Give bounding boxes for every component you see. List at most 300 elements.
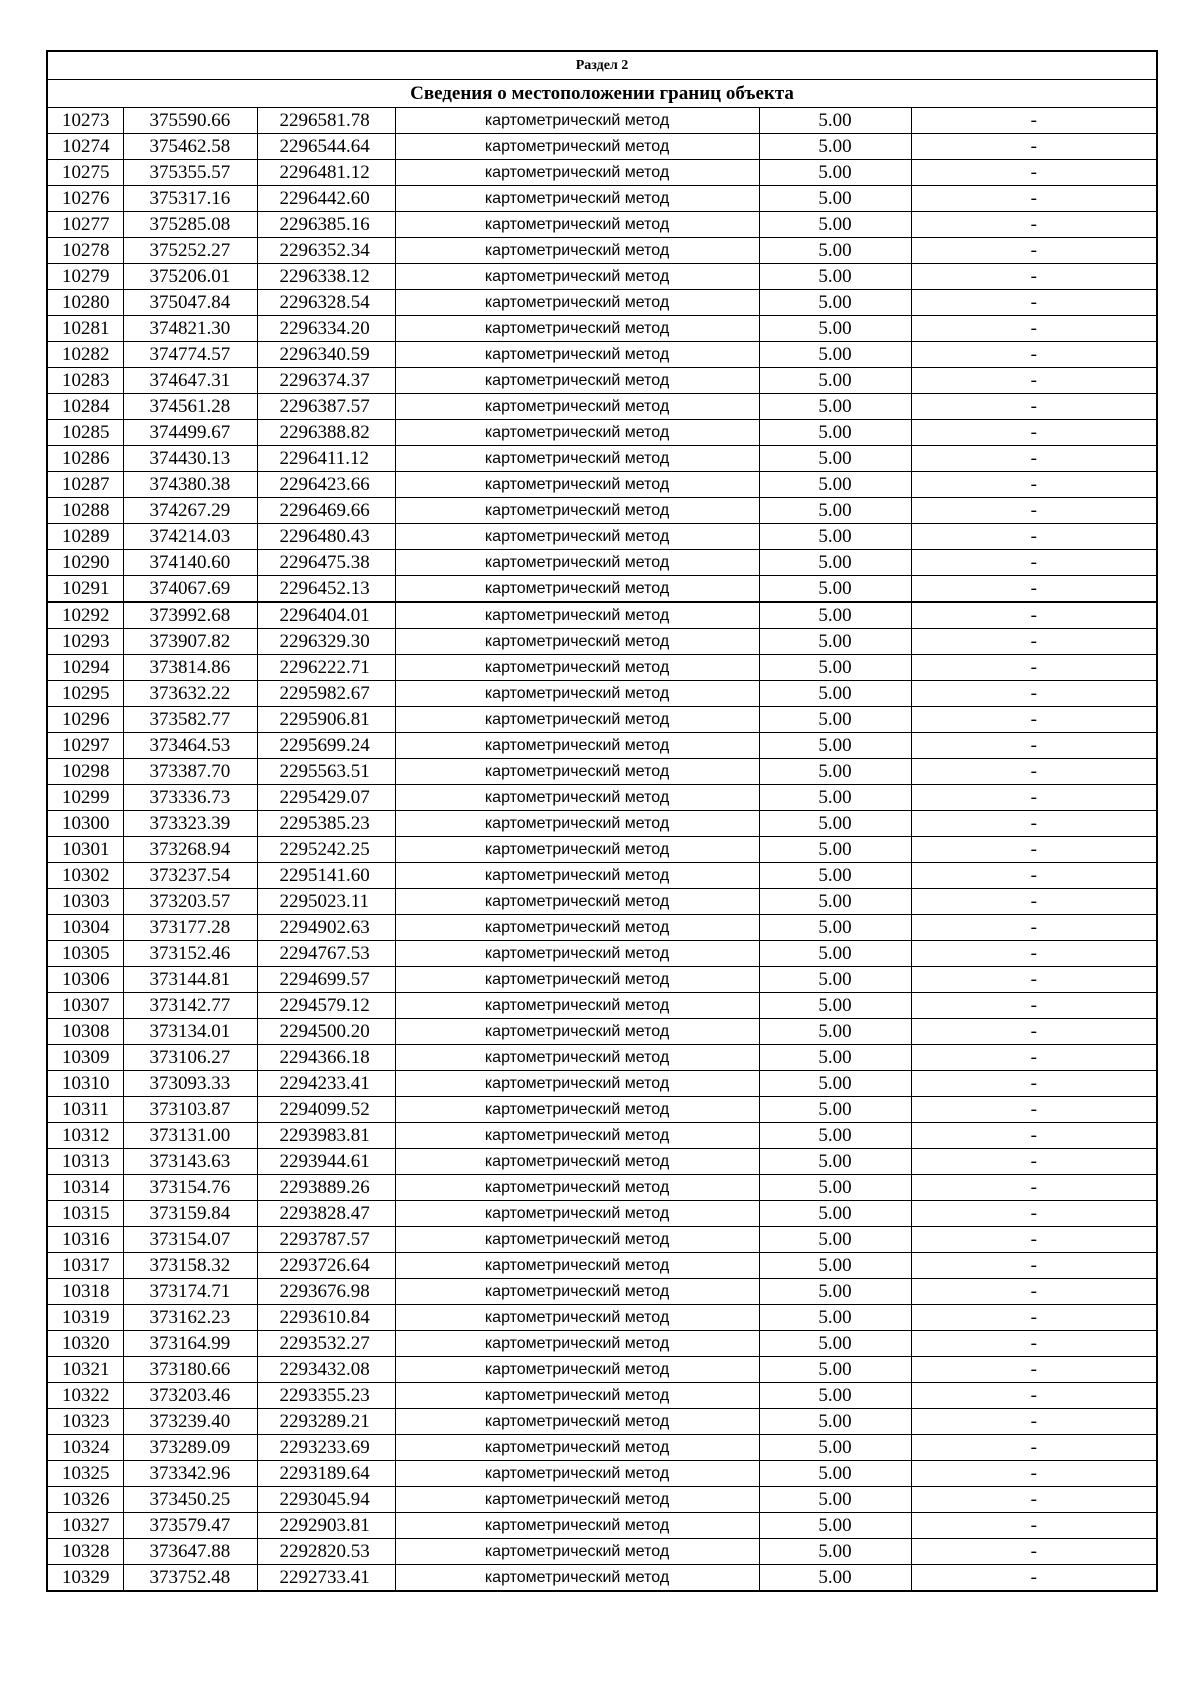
method-cell: картометрический метод	[395, 394, 759, 420]
table-row	[47, 394, 1157, 420]
coordinate-y-cell: 2293432.08	[257, 1357, 395, 1383]
point-number-cell: 10290	[47, 550, 123, 576]
point-number-cell: 10311	[47, 1097, 123, 1123]
point-number-cell: 10299	[47, 785, 123, 811]
coordinate-x-cell: 373174.71	[123, 1279, 257, 1305]
coordinate-x-cell: 374499.67	[123, 420, 257, 446]
coordinate-x-cell: 374561.28	[123, 394, 257, 420]
table-row	[47, 941, 1157, 967]
accuracy-cell: 5.00	[759, 160, 911, 186]
method-cell: картометрический метод	[395, 1227, 759, 1253]
method-cell: картометрический метод	[395, 1045, 759, 1071]
method-cell: картометрический метод	[395, 368, 759, 394]
description-cell: -	[911, 1227, 1157, 1253]
accuracy-cell: 5.00	[759, 1253, 911, 1279]
description-cell: -	[911, 602, 1157, 629]
accuracy-cell: 5.00	[759, 524, 911, 550]
method-cell: картометрический метод	[395, 655, 759, 681]
coordinate-x-cell: 374380.38	[123, 472, 257, 498]
description-cell: -	[911, 1461, 1157, 1487]
description-cell: -	[911, 1357, 1157, 1383]
accuracy-cell: 5.00	[759, 967, 911, 993]
point-number-cell: 10318	[47, 1279, 123, 1305]
accuracy-cell: 5.00	[759, 993, 911, 1019]
table-row	[47, 863, 1157, 889]
method-cell: картометрический метод	[395, 498, 759, 524]
coordinate-x-cell: 373093.33	[123, 1071, 257, 1097]
accuracy-cell: 5.00	[759, 1149, 911, 1175]
coordinate-y-cell: 2296442.60	[257, 186, 395, 212]
description-cell: -	[911, 1513, 1157, 1539]
accuracy-cell: 5.00	[759, 550, 911, 576]
description-cell: -	[911, 264, 1157, 290]
table-row	[47, 1019, 1157, 1045]
point-number-cell: 10287	[47, 472, 123, 498]
accuracy-cell: 5.00	[759, 941, 911, 967]
table-row	[47, 1227, 1157, 1253]
coordinate-x-cell: 373907.82	[123, 629, 257, 655]
accuracy-cell: 5.00	[759, 1435, 911, 1461]
coordinate-y-cell: 2293676.98	[257, 1279, 395, 1305]
point-number-cell: 10278	[47, 238, 123, 264]
table-row	[47, 1357, 1157, 1383]
accuracy-cell: 5.00	[759, 238, 911, 264]
table-row	[47, 498, 1157, 524]
description-cell: -	[911, 915, 1157, 941]
description-cell: -	[911, 681, 1157, 707]
coordinate-y-cell: 2293610.84	[257, 1305, 395, 1331]
coordinate-x-cell: 373814.86	[123, 655, 257, 681]
method-cell: картометрический метод	[395, 759, 759, 785]
accuracy-cell: 5.00	[759, 1227, 911, 1253]
accuracy-cell: 5.00	[759, 1097, 911, 1123]
accuracy-cell: 5.00	[759, 1331, 911, 1357]
coordinate-y-cell: 2295242.25	[257, 837, 395, 863]
coordinate-y-cell: 2296581.78	[257, 108, 395, 134]
coordinate-y-cell: 2293289.21	[257, 1409, 395, 1435]
accuracy-cell: 5.00	[759, 498, 911, 524]
coordinate-x-cell: 373203.57	[123, 889, 257, 915]
table-row	[47, 1097, 1157, 1123]
point-number-cell: 10313	[47, 1149, 123, 1175]
method-cell: картометрический метод	[395, 1149, 759, 1175]
boundary-coordinates-table	[46, 50, 1158, 1592]
point-number-cell: 10315	[47, 1201, 123, 1227]
method-cell: картометрический метод	[395, 1357, 759, 1383]
coordinate-x-cell: 373237.54	[123, 863, 257, 889]
table-row	[47, 1513, 1157, 1539]
method-cell: картометрический метод	[395, 629, 759, 655]
method-cell: картометрический метод	[395, 1383, 759, 1409]
point-number-cell: 10308	[47, 1019, 123, 1045]
accuracy-cell: 5.00	[759, 759, 911, 785]
coordinate-y-cell: 2296388.82	[257, 420, 395, 446]
table-row	[47, 707, 1157, 733]
point-number-cell: 10292	[47, 602, 123, 629]
method-cell: картометрический метод	[395, 264, 759, 290]
method-cell: картометрический метод	[395, 1513, 759, 1539]
description-cell: -	[911, 524, 1157, 550]
method-cell: картометрический метод	[395, 707, 759, 733]
method-cell: картометрический метод	[395, 186, 759, 212]
description-cell: -	[911, 212, 1157, 238]
method-cell: картометрический метод	[395, 160, 759, 186]
coordinate-y-cell: 2296423.66	[257, 472, 395, 498]
coordinate-x-cell: 374774.57	[123, 342, 257, 368]
table-row	[47, 1461, 1157, 1487]
point-number-cell: 10309	[47, 1045, 123, 1071]
coordinate-y-cell: 2294902.63	[257, 915, 395, 941]
table-row	[47, 1331, 1157, 1357]
point-number-cell: 10316	[47, 1227, 123, 1253]
accuracy-cell: 5.00	[759, 707, 911, 733]
point-number-cell: 10301	[47, 837, 123, 863]
coordinate-x-cell: 373103.87	[123, 1097, 257, 1123]
method-cell: картометрический метод	[395, 1409, 759, 1435]
method-cell: картометрический метод	[395, 1435, 759, 1461]
table-row	[47, 1539, 1157, 1565]
description-cell: -	[911, 811, 1157, 837]
accuracy-cell: 5.00	[759, 863, 911, 889]
table-row	[47, 1201, 1157, 1227]
accuracy-cell: 5.00	[759, 1565, 911, 1592]
table-title: Сведения о местоположении границ объекта	[47, 80, 1157, 108]
description-cell: -	[911, 967, 1157, 993]
description-cell: -	[911, 368, 1157, 394]
description-cell: -	[911, 1253, 1157, 1279]
description-cell: -	[911, 1045, 1157, 1071]
method-cell: картометрический метод	[395, 550, 759, 576]
point-number-cell: 10300	[47, 811, 123, 837]
accuracy-cell: 5.00	[759, 811, 911, 837]
method-cell: картометрический метод	[395, 1019, 759, 1045]
table-row	[47, 420, 1157, 446]
method-cell: картометрический метод	[395, 602, 759, 629]
point-number-cell: 10288	[47, 498, 123, 524]
method-cell: картометрический метод	[395, 420, 759, 446]
table-row	[47, 186, 1157, 212]
point-number-cell: 10323	[47, 1409, 123, 1435]
accuracy-cell: 5.00	[759, 655, 911, 681]
point-number-cell: 10303	[47, 889, 123, 915]
coordinate-y-cell: 2295023.11	[257, 889, 395, 915]
accuracy-cell: 5.00	[759, 602, 911, 629]
coordinate-y-cell: 2295429.07	[257, 785, 395, 811]
accuracy-cell: 5.00	[759, 1123, 911, 1149]
accuracy-cell: 5.00	[759, 1513, 911, 1539]
table-row	[47, 993, 1157, 1019]
coordinate-x-cell: 373387.70	[123, 759, 257, 785]
description-cell: -	[911, 1123, 1157, 1149]
coordinate-y-cell: 2293726.64	[257, 1253, 395, 1279]
point-number-cell: 10302	[47, 863, 123, 889]
method-cell: картометрический метод	[395, 1279, 759, 1305]
table-row	[47, 342, 1157, 368]
method-cell: картометрический метод	[395, 1201, 759, 1227]
accuracy-cell: 5.00	[759, 316, 911, 342]
table-body	[47, 51, 1157, 1591]
coordinate-y-cell: 2295906.81	[257, 707, 395, 733]
point-number-cell: 10297	[47, 733, 123, 759]
method-cell: картометрический метод	[395, 342, 759, 368]
point-number-cell: 10298	[47, 759, 123, 785]
description-cell: -	[911, 941, 1157, 967]
coordinate-y-cell: 2296452.13	[257, 576, 395, 603]
method-cell: картометрический метод	[395, 472, 759, 498]
coordinate-x-cell: 373342.96	[123, 1461, 257, 1487]
point-number-cell: 10273	[47, 108, 123, 134]
coordinate-y-cell: 2296387.57	[257, 394, 395, 420]
coordinate-y-cell: 2296334.20	[257, 316, 395, 342]
table-row	[47, 1487, 1157, 1513]
description-cell: -	[911, 134, 1157, 160]
coordinate-y-cell: 2296352.34	[257, 238, 395, 264]
coordinate-y-cell: 2293532.27	[257, 1331, 395, 1357]
accuracy-cell: 5.00	[759, 1461, 911, 1487]
coordinate-x-cell: 374267.29	[123, 498, 257, 524]
table-title-row	[47, 80, 1157, 108]
coordinate-x-cell: 375462.58	[123, 134, 257, 160]
accuracy-cell: 5.00	[759, 368, 911, 394]
method-cell: картометрический метод	[395, 1487, 759, 1513]
method-cell: картометрический метод	[395, 524, 759, 550]
accuracy-cell: 5.00	[759, 576, 911, 603]
table-row	[47, 1071, 1157, 1097]
accuracy-cell: 5.00	[759, 342, 911, 368]
accuracy-cell: 5.00	[759, 1409, 911, 1435]
point-number-cell: 10274	[47, 134, 123, 160]
table-row	[47, 967, 1157, 993]
accuracy-cell: 5.00	[759, 290, 911, 316]
coordinate-y-cell: 2294699.57	[257, 967, 395, 993]
point-number-cell: 10304	[47, 915, 123, 941]
table-row	[47, 550, 1157, 576]
accuracy-cell: 5.00	[759, 681, 911, 707]
point-number-cell: 10282	[47, 342, 123, 368]
table-row	[47, 759, 1157, 785]
coordinate-x-cell: 374140.60	[123, 550, 257, 576]
accuracy-cell: 5.00	[759, 915, 911, 941]
description-cell: -	[911, 1435, 1157, 1461]
accuracy-cell: 5.00	[759, 1201, 911, 1227]
coordinate-x-cell: 373180.66	[123, 1357, 257, 1383]
coordinate-y-cell: 2293355.23	[257, 1383, 395, 1409]
point-number-cell: 10275	[47, 160, 123, 186]
coordinate-y-cell: 2293944.61	[257, 1149, 395, 1175]
table-row	[47, 134, 1157, 160]
description-cell: -	[911, 394, 1157, 420]
accuracy-cell: 5.00	[759, 1071, 911, 1097]
coordinate-x-cell: 373159.84	[123, 1201, 257, 1227]
coordinate-y-cell: 2293889.26	[257, 1175, 395, 1201]
table-row	[47, 1175, 1157, 1201]
coordinate-y-cell: 2293828.47	[257, 1201, 395, 1227]
description-cell: -	[911, 1487, 1157, 1513]
table-row	[47, 1565, 1157, 1592]
accuracy-cell: 5.00	[759, 186, 911, 212]
table-row	[47, 1123, 1157, 1149]
description-cell: -	[911, 550, 1157, 576]
coordinate-y-cell: 2295699.24	[257, 733, 395, 759]
description-cell: -	[911, 655, 1157, 681]
point-number-cell: 10320	[47, 1331, 123, 1357]
coordinate-y-cell: 2292903.81	[257, 1513, 395, 1539]
accuracy-cell: 5.00	[759, 472, 911, 498]
point-number-cell: 10321	[47, 1357, 123, 1383]
table-row	[47, 290, 1157, 316]
coordinate-x-cell: 373154.07	[123, 1227, 257, 1253]
point-number-cell: 10281	[47, 316, 123, 342]
coordinate-x-cell: 373143.63	[123, 1149, 257, 1175]
table-row	[47, 655, 1157, 681]
coordinate-x-cell: 374821.30	[123, 316, 257, 342]
method-cell: картометрический метод	[395, 1097, 759, 1123]
coordinate-y-cell: 2294233.41	[257, 1071, 395, 1097]
coordinate-x-cell: 373162.23	[123, 1305, 257, 1331]
point-number-cell: 10296	[47, 707, 123, 733]
table-row	[47, 811, 1157, 837]
coordinate-x-cell: 375317.16	[123, 186, 257, 212]
method-cell: картометрический метод	[395, 316, 759, 342]
coordinate-y-cell: 2296481.12	[257, 160, 395, 186]
coordinate-y-cell: 2295563.51	[257, 759, 395, 785]
coordinate-y-cell: 2296475.38	[257, 550, 395, 576]
table-row	[47, 1149, 1157, 1175]
table-row	[47, 368, 1157, 394]
description-cell: -	[911, 1097, 1157, 1123]
method-cell: картометрический метод	[395, 1123, 759, 1149]
coordinate-x-cell: 375285.08	[123, 212, 257, 238]
method-cell: картометрический метод	[395, 733, 759, 759]
point-number-cell: 10276	[47, 186, 123, 212]
table-row	[47, 446, 1157, 472]
point-number-cell: 10286	[47, 446, 123, 472]
accuracy-cell: 5.00	[759, 1019, 911, 1045]
point-number-cell: 10305	[47, 941, 123, 967]
table-row	[47, 837, 1157, 863]
table-row	[47, 1435, 1157, 1461]
method-cell: картометрический метод	[395, 212, 759, 238]
accuracy-cell: 5.00	[759, 733, 911, 759]
accuracy-cell: 5.00	[759, 1487, 911, 1513]
coordinate-x-cell: 375047.84	[123, 290, 257, 316]
accuracy-cell: 5.00	[759, 264, 911, 290]
point-number-cell: 10289	[47, 524, 123, 550]
method-cell: картометрический метод	[395, 1071, 759, 1097]
accuracy-cell: 5.00	[759, 629, 911, 655]
description-cell: -	[911, 1409, 1157, 1435]
coordinate-y-cell: 2296385.16	[257, 212, 395, 238]
point-number-cell: 10312	[47, 1123, 123, 1149]
coordinate-x-cell: 374214.03	[123, 524, 257, 550]
coordinate-y-cell: 2294099.52	[257, 1097, 395, 1123]
point-number-cell: 10329	[47, 1565, 123, 1592]
point-number-cell: 10285	[47, 420, 123, 446]
coordinate-y-cell: 2294366.18	[257, 1045, 395, 1071]
accuracy-cell: 5.00	[759, 1175, 911, 1201]
table-row	[47, 1383, 1157, 1409]
table-row	[47, 108, 1157, 134]
accuracy-cell: 5.00	[759, 212, 911, 238]
table-row	[47, 681, 1157, 707]
method-cell: картометрический метод	[395, 967, 759, 993]
method-cell: картометрический метод	[395, 1253, 759, 1279]
coordinate-x-cell: 373464.53	[123, 733, 257, 759]
point-number-cell: 10306	[47, 967, 123, 993]
point-number-cell: 10279	[47, 264, 123, 290]
coordinate-x-cell: 374430.13	[123, 446, 257, 472]
accuracy-cell: 5.00	[759, 785, 911, 811]
point-number-cell: 10328	[47, 1539, 123, 1565]
table-row	[47, 1279, 1157, 1305]
point-number-cell: 10319	[47, 1305, 123, 1331]
table-row	[47, 316, 1157, 342]
coordinate-x-cell: 373239.40	[123, 1409, 257, 1435]
description-cell: -	[911, 1149, 1157, 1175]
coordinate-x-cell: 373142.77	[123, 993, 257, 1019]
method-cell: картометрический метод	[395, 1565, 759, 1592]
table-row	[47, 524, 1157, 550]
description-cell: -	[911, 733, 1157, 759]
accuracy-cell: 5.00	[759, 889, 911, 915]
accuracy-cell: 5.00	[759, 134, 911, 160]
accuracy-cell: 5.00	[759, 1539, 911, 1565]
coordinate-y-cell: 2296338.12	[257, 264, 395, 290]
section-header-row	[47, 51, 1157, 80]
description-cell: -	[911, 1539, 1157, 1565]
accuracy-cell: 5.00	[759, 837, 911, 863]
table-row	[47, 1253, 1157, 1279]
coordinate-y-cell: 2296374.37	[257, 368, 395, 394]
coordinate-x-cell: 374067.69	[123, 576, 257, 603]
coordinate-y-cell: 2296328.54	[257, 290, 395, 316]
coordinate-x-cell: 373106.27	[123, 1045, 257, 1071]
coordinate-x-cell: 373579.47	[123, 1513, 257, 1539]
method-cell: картометрический метод	[395, 785, 759, 811]
coordinate-y-cell: 2296222.71	[257, 655, 395, 681]
coordinate-x-cell: 375355.57	[123, 160, 257, 186]
method-cell: картометрический метод	[395, 1331, 759, 1357]
coordinate-x-cell: 373134.01	[123, 1019, 257, 1045]
method-cell: картометрический метод	[395, 446, 759, 472]
coordinate-x-cell: 375206.01	[123, 264, 257, 290]
coordinate-y-cell: 2293045.94	[257, 1487, 395, 1513]
description-cell: -	[911, 160, 1157, 186]
description-cell: -	[911, 785, 1157, 811]
coordinate-y-cell: 2294767.53	[257, 941, 395, 967]
method-cell: картометрический метод	[395, 915, 759, 941]
description-cell: -	[911, 629, 1157, 655]
coordinate-y-cell: 2293983.81	[257, 1123, 395, 1149]
method-cell: картометрический метод	[395, 837, 759, 863]
table-row	[47, 264, 1157, 290]
coordinate-y-cell: 2296544.64	[257, 134, 395, 160]
coordinate-y-cell: 2293787.57	[257, 1227, 395, 1253]
point-number-cell: 10280	[47, 290, 123, 316]
coordinate-y-cell: 2295385.23	[257, 811, 395, 837]
accuracy-cell: 5.00	[759, 1383, 911, 1409]
coordinate-x-cell: 373992.68	[123, 602, 257, 629]
accuracy-cell: 5.00	[759, 446, 911, 472]
point-number-cell: 10324	[47, 1435, 123, 1461]
coordinate-x-cell: 373203.46	[123, 1383, 257, 1409]
description-cell: -	[911, 993, 1157, 1019]
coordinate-y-cell: 2292733.41	[257, 1565, 395, 1592]
description-cell: -	[911, 472, 1157, 498]
accuracy-cell: 5.00	[759, 1305, 911, 1331]
coordinate-x-cell: 373144.81	[123, 967, 257, 993]
description-cell: -	[911, 1175, 1157, 1201]
